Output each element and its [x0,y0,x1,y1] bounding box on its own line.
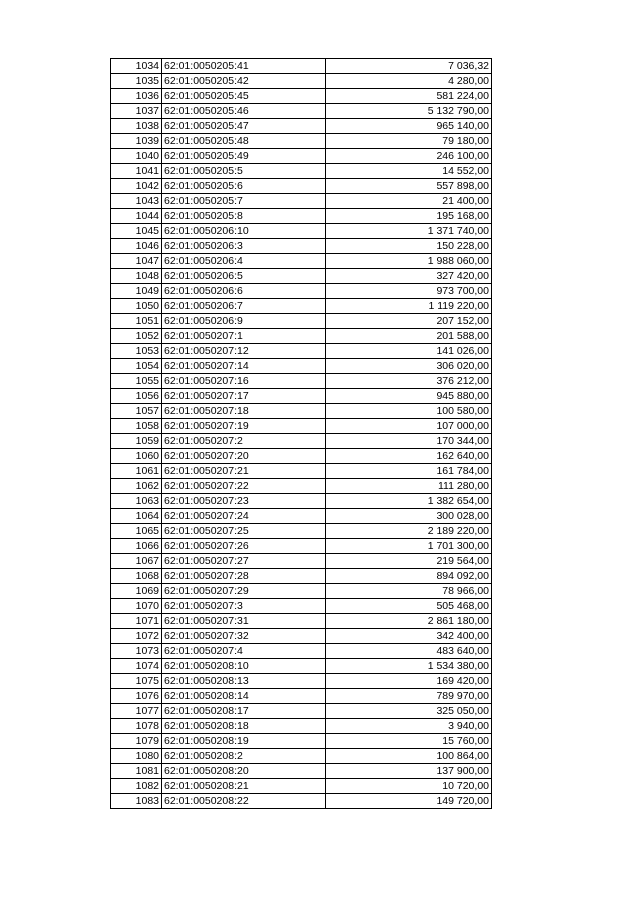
row-number-cell: 1052 [111,329,162,344]
row-number-cell: 1039 [111,134,162,149]
cadastral-value-cell: 965 140,00 [326,119,492,134]
row-number-cell: 1076 [111,689,162,704]
cadastral-value-cell: 111 280,00 [326,479,492,494]
cadastral-number-cell: 62:01:0050207:20 [162,449,326,464]
row-number-cell: 1075 [111,674,162,689]
row-number-cell: 1062 [111,479,162,494]
table-row [111,644,492,659]
row-number-cell: 1063 [111,494,162,509]
table-row [111,479,492,494]
row-number-cell: 1082 [111,779,162,794]
cadastral-number-cell: 62:01:0050205:8 [162,209,326,224]
cadastral-value-cell: 894 092,00 [326,569,492,584]
table-row [111,449,492,464]
row-number-cell: 1045 [111,224,162,239]
cadastral-value-cell: 1 119 220,00 [326,299,492,314]
table-row [111,734,492,749]
cadastral-number-cell: 62:01:0050206:3 [162,239,326,254]
table-row [111,89,492,104]
cadastral-value-cell: 107 000,00 [326,419,492,434]
cadastral-value-table [110,58,492,809]
cadastral-value-cell: 170 344,00 [326,434,492,449]
cadastral-value-cell: 201 588,00 [326,329,492,344]
table-row [111,389,492,404]
table-row [111,419,492,434]
cadastral-number-cell: 62:01:0050205:7 [162,194,326,209]
row-number-cell: 1058 [111,419,162,434]
cadastral-number-cell: 62:01:0050207:31 [162,614,326,629]
cadastral-number-cell: 62:01:0050207:27 [162,554,326,569]
row-number-cell: 1047 [111,254,162,269]
row-number-cell: 1053 [111,344,162,359]
cadastral-value-cell: 973 700,00 [326,284,492,299]
cadastral-number-cell: 62:01:0050208:18 [162,719,326,734]
table-row [111,524,492,539]
cadastral-number-cell: 62:01:0050207:14 [162,359,326,374]
cadastral-number-cell: 62:01:0050208:20 [162,764,326,779]
table-row [111,659,492,674]
table-row [111,164,492,179]
cadastral-value-cell: 14 552,00 [326,164,492,179]
cadastral-value-cell: 169 420,00 [326,674,492,689]
cadastral-value-cell: 306 020,00 [326,359,492,374]
cadastral-value-cell: 3 940,00 [326,719,492,734]
cadastral-number-cell: 62:01:0050206:5 [162,269,326,284]
cadastral-value-cell: 2 861 180,00 [326,614,492,629]
cadastral-value-cell: 945 880,00 [326,389,492,404]
row-number-cell: 1055 [111,374,162,389]
table-row [111,539,492,554]
cadastral-value-cell: 342 400,00 [326,629,492,644]
row-number-cell: 1035 [111,74,162,89]
cadastral-value-cell: 15 760,00 [326,734,492,749]
table-row [111,344,492,359]
table-row [111,224,492,239]
cadastral-number-cell: 62:01:0050206:7 [162,299,326,314]
table-row [111,209,492,224]
cadastral-number-cell: 62:01:0050208:2 [162,749,326,764]
cadastral-value-cell: 5 132 790,00 [326,104,492,119]
cadastral-number-cell: 62:01:0050207:29 [162,584,326,599]
table-row [111,269,492,284]
cadastral-number-cell: 62:01:0050206:9 [162,314,326,329]
cadastral-number-cell: 62:01:0050207:18 [162,404,326,419]
row-number-cell: 1043 [111,194,162,209]
row-number-cell: 1066 [111,539,162,554]
cadastral-value-cell: 7 036,32 [326,59,492,74]
cadastral-number-cell: 62:01:0050205:47 [162,119,326,134]
table-row [111,314,492,329]
table-row [111,254,492,269]
cadastral-number-cell: 62:01:0050207:12 [162,344,326,359]
row-number-cell: 1042 [111,179,162,194]
row-number-cell: 1046 [111,239,162,254]
cadastral-number-cell: 62:01:0050207:1 [162,329,326,344]
cadastral-value-cell: 161 784,00 [326,464,492,479]
cadastral-number-cell: 62:01:0050207:21 [162,464,326,479]
cadastral-value-cell: 1 382 654,00 [326,494,492,509]
row-number-cell: 1054 [111,359,162,374]
row-number-cell: 1080 [111,749,162,764]
row-number-cell: 1056 [111,389,162,404]
table-row [111,749,492,764]
table-row [111,719,492,734]
cadastral-number-cell: 62:01:0050205:46 [162,104,326,119]
cadastral-value-cell: 505 468,00 [326,599,492,614]
table-row [111,329,492,344]
table-row [111,464,492,479]
row-number-cell: 1059 [111,434,162,449]
table-row [111,134,492,149]
table-row [111,374,492,389]
row-number-cell: 1040 [111,149,162,164]
table-row [111,614,492,629]
row-number-cell: 1048 [111,269,162,284]
cadastral-value-cell: 581 224,00 [326,89,492,104]
table-row [111,764,492,779]
cadastral-number-cell: 62:01:0050208:13 [162,674,326,689]
cadastral-number-cell: 62:01:0050208:19 [162,734,326,749]
cadastral-number-cell: 62:01:0050205:6 [162,179,326,194]
cadastral-value-cell: 219 564,00 [326,554,492,569]
cadastral-value-cell: 246 100,00 [326,149,492,164]
cadastral-number-cell: 62:01:0050208:14 [162,689,326,704]
row-number-cell: 1049 [111,284,162,299]
row-number-cell: 1050 [111,299,162,314]
row-number-cell: 1057 [111,404,162,419]
table-row [111,434,492,449]
row-number-cell: 1067 [111,554,162,569]
row-number-cell: 1069 [111,584,162,599]
cadastral-number-cell: 62:01:0050207:24 [162,509,326,524]
table-row [111,674,492,689]
cadastral-number-cell: 62:01:0050208:17 [162,704,326,719]
table-row [111,779,492,794]
cadastral-number-cell: 62:01:0050205:5 [162,164,326,179]
table-row [111,299,492,314]
cadastral-value-cell: 2 189 220,00 [326,524,492,539]
cadastral-number-cell: 62:01:0050208:10 [162,659,326,674]
row-number-cell: 1037 [111,104,162,119]
table-row [111,359,492,374]
row-number-cell: 1041 [111,164,162,179]
row-number-cell: 1074 [111,659,162,674]
cadastral-value-cell: 1 988 060,00 [326,254,492,269]
cadastral-number-cell: 62:01:0050207:19 [162,419,326,434]
cadastral-value-cell: 141 026,00 [326,344,492,359]
row-number-cell: 1038 [111,119,162,134]
cadastral-number-cell: 62:01:0050206:10 [162,224,326,239]
cadastral-value-cell: 207 152,00 [326,314,492,329]
cadastral-value-cell: 376 212,00 [326,374,492,389]
row-number-cell: 1081 [111,764,162,779]
cadastral-number-cell: 62:01:0050207:28 [162,569,326,584]
row-number-cell: 1068 [111,569,162,584]
table-row [111,404,492,419]
table-row [111,74,492,89]
cadastral-number-cell: 62:01:0050206:4 [162,254,326,269]
cadastral-value-cell: 327 420,00 [326,269,492,284]
table-row [111,629,492,644]
row-number-cell: 1079 [111,734,162,749]
row-number-cell: 1083 [111,794,162,809]
table-row [111,194,492,209]
cadastral-number-cell: 62:01:0050207:17 [162,389,326,404]
row-number-cell: 1073 [111,644,162,659]
table-row [111,569,492,584]
cadastral-value-cell: 1 371 740,00 [326,224,492,239]
cadastral-value-cell: 10 720,00 [326,779,492,794]
cadastral-value-cell: 78 966,00 [326,584,492,599]
row-number-cell: 1072 [111,629,162,644]
cadastral-value-cell: 4 280,00 [326,74,492,89]
cadastral-value-cell: 1 534 380,00 [326,659,492,674]
cadastral-number-cell: 62:01:0050207:32 [162,629,326,644]
cadastral-value-cell: 162 640,00 [326,449,492,464]
cadastral-number-cell: 62:01:0050205:42 [162,74,326,89]
table-row [111,149,492,164]
cadastral-value-cell: 300 028,00 [326,509,492,524]
row-number-cell: 1044 [111,209,162,224]
table-row [111,554,492,569]
table-row [111,689,492,704]
table-row [111,239,492,254]
cadastral-number-cell: 62:01:0050205:41 [162,59,326,74]
table-row [111,119,492,134]
cadastral-number-cell: 62:01:0050207:3 [162,599,326,614]
cadastral-value-cell: 789 970,00 [326,689,492,704]
table-row [111,599,492,614]
row-number-cell: 1051 [111,314,162,329]
cadastral-value-cell: 149 720,00 [326,794,492,809]
table-row [111,59,492,74]
cadastral-number-cell: 62:01:0050207:26 [162,539,326,554]
cadastral-value-cell: 325 050,00 [326,704,492,719]
row-number-cell: 1070 [111,599,162,614]
row-number-cell: 1071 [111,614,162,629]
cadastral-value-cell: 137 900,00 [326,764,492,779]
cadastral-number-cell: 62:01:0050205:49 [162,149,326,164]
table-row [111,494,492,509]
cadastral-number-cell: 62:01:0050208:22 [162,794,326,809]
table-row [111,584,492,599]
table-body [111,59,492,809]
row-number-cell: 1064 [111,509,162,524]
cadastral-number-cell: 62:01:0050207:22 [162,479,326,494]
cadastral-number-cell: 62:01:0050205:45 [162,89,326,104]
row-number-cell: 1077 [111,704,162,719]
cadastral-value-cell: 21 400,00 [326,194,492,209]
row-number-cell: 1061 [111,464,162,479]
cadastral-number-cell: 62:01:0050206:6 [162,284,326,299]
cadastral-number-cell: 62:01:0050205:48 [162,134,326,149]
table-row [111,509,492,524]
cadastral-number-cell: 62:01:0050207:4 [162,644,326,659]
row-number-cell: 1078 [111,719,162,734]
table-row [111,284,492,299]
table-row [111,179,492,194]
row-number-cell: 1034 [111,59,162,74]
cadastral-value-cell: 483 640,00 [326,644,492,659]
cadastral-number-cell: 62:01:0050207:23 [162,494,326,509]
cadastral-number-cell: 62:01:0050208:21 [162,779,326,794]
cadastral-number-cell: 62:01:0050207:16 [162,374,326,389]
table-row [111,794,492,809]
cadastral-value-cell: 195 168,00 [326,209,492,224]
cadastral-value-cell: 79 180,00 [326,134,492,149]
table-row [111,104,492,119]
row-number-cell: 1065 [111,524,162,539]
table-row [111,704,492,719]
cadastral-value-cell: 100 864,00 [326,749,492,764]
cadastral-value-cell: 100 580,00 [326,404,492,419]
cadastral-number-cell: 62:01:0050207:2 [162,434,326,449]
cadastral-value-cell: 1 701 300,00 [326,539,492,554]
cadastral-number-cell: 62:01:0050207:25 [162,524,326,539]
row-number-cell: 1036 [111,89,162,104]
row-number-cell: 1060 [111,449,162,464]
cadastral-value-cell: 150 228,00 [326,239,492,254]
cadastral-value-cell: 557 898,00 [326,179,492,194]
